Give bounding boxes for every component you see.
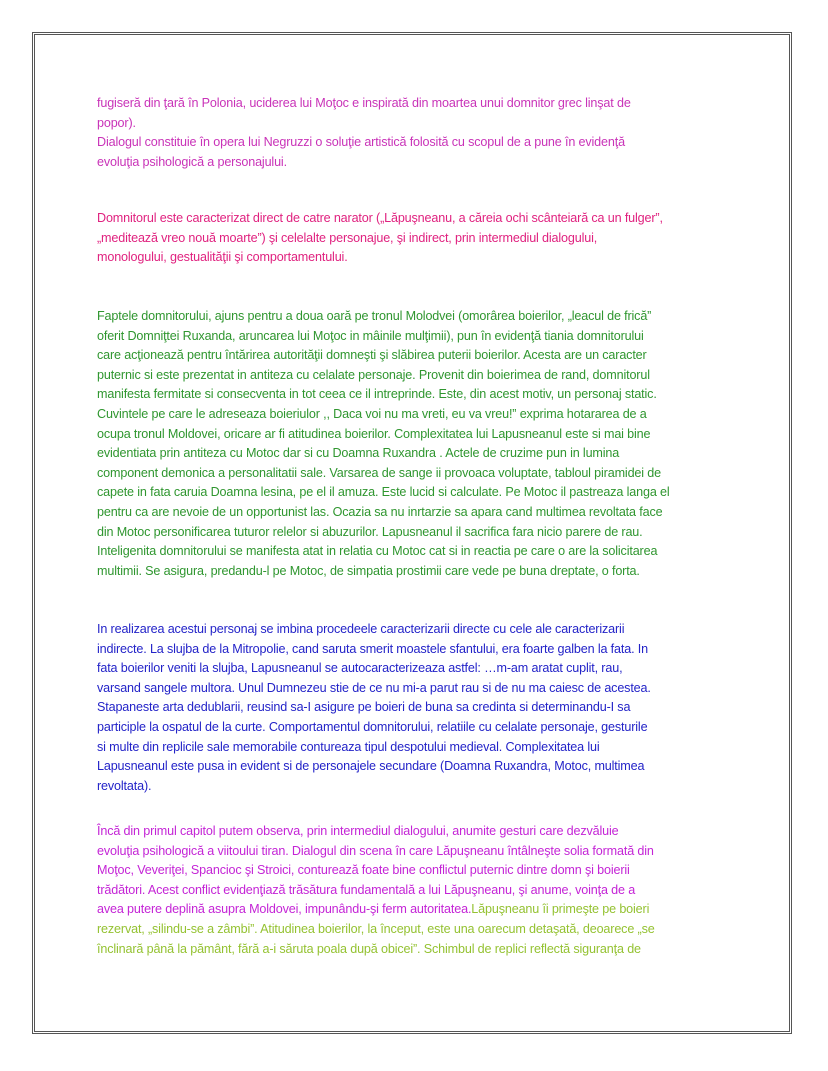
paragraph-p3	[97, 307, 757, 581]
text-line	[97, 777, 757, 797]
text-line	[97, 346, 757, 366]
text-line	[97, 679, 757, 699]
text-line	[97, 444, 757, 464]
paragraph-p2	[97, 209, 757, 268]
text-line	[97, 542, 757, 562]
text-segment: fugiseră din ţară în Polonia, uciderea lui Moţoc e inspirată din moartea unui domnitor grec linşat de	[97, 96, 631, 110]
text-line	[97, 133, 757, 153]
text-segment: care acţionează pentru întărirea autorităţii domneşti şi slăbirea puterii boierilor. Acesta are un caracter	[97, 348, 647, 363]
text-segment: Lăpuşneanu îi primeşte pe boieri	[471, 902, 650, 917]
text-segment: evoluţia psihologică a viitoului tiran. Dialogul din scena în care Lăpuşneanu întâlneşte solia formată din	[97, 843, 654, 858]
text-line	[97, 385, 757, 405]
text-segment: In realizarea acestui personaj se imbina procedeele caracterizarii directe cu cele ale caracterizarii	[97, 622, 625, 636]
text-line	[97, 523, 757, 543]
text-segment: monologului, gestualităţii şi comportamentului.	[97, 250, 348, 265]
text-segment: trădători. Acest conflict evidenţiază trăsătura fundamentală a lui Lăpuşneanu, şi anume, voinţa de a	[97, 882, 636, 897]
text-line	[97, 822, 757, 842]
text-line	[97, 940, 757, 960]
text-segment: Stapaneste arta dedublarii, reusind sa-I asigure pe boieri de buna sa credinta si determinandu-I sa	[97, 700, 631, 715]
text-line	[97, 920, 757, 940]
text-line	[97, 659, 757, 679]
text-line	[97, 307, 757, 327]
text-segment: puternic si este prezentat in antiteza cu celalate personaje. Provenit din boierimea de rand, domnitorul	[97, 367, 650, 382]
text-segment: rezervat, „silindu-se a zâmbi”. Atitudinea boierilor, la început, este una oarecum detaşată, deoarece „se	[97, 921, 655, 936]
text-segment: avea putere deplină asupra Moldovei, impunându-şi ferm autoritatea.	[97, 902, 472, 917]
text-line	[97, 757, 757, 777]
text-line	[97, 114, 757, 134]
text-segment: înclinară până la pământ, fără a-i săruta poala după obicei”. Schimbul de replici reflectă siguranţa de	[97, 941, 641, 956]
text-line	[97, 881, 757, 901]
text-line	[97, 620, 757, 640]
text-line	[97, 718, 757, 738]
text-segment: Lapusneanul este pusa in evident si de personajele secundare (Doamna Ruxandra, Motoc, multimea	[97, 759, 645, 774]
paragraph-p5	[97, 822, 757, 959]
text-segment: component demonica a personalitatii sale. Varsarea de sange ii provoaca voluptate, tabloul piramidei de	[97, 465, 661, 480]
text-segment: oferit Domniţtei Ruxanda, aruncarea lui Moţoc in mâinile mulţimii), pun în evidenţă tiania domnitorului	[97, 328, 644, 343]
text-segment: din Motoc personificarea tuturor relelor si abuzurilor. Lapusneanul il sacrifica fara nicio parere de rau.	[97, 524, 643, 539]
text-segment: evoluţia psihologică a personajului.	[97, 154, 287, 169]
text-line	[97, 248, 757, 268]
text-segment: Dialogul constituie în opera lui Negruzzi o soluţie artistică folosită cu scopul de a pune în evidenţă	[97, 135, 625, 150]
text-segment: manifesta fermitate si consecventa in tot ceea ce il intreprinde. Este, din acest motiv, un personaj static.	[97, 387, 657, 402]
text-line	[97, 738, 757, 758]
text-line	[97, 900, 757, 920]
text-segment: „meditează vreo nouă moarte”) şi celelalte personajue, şi indirect, prin intermediul dialogului,	[97, 230, 598, 245]
text-segment: Încă din primul capitol putem observa, prin intermediul dialogului, anumite gesturi care dezvăluie	[97, 824, 619, 838]
text-segment: varsand sangele multora. Unul Dumnezeu stie de ce nu mi-a parut rau si de nu ma caiesc de acestea.	[97, 680, 651, 695]
text-line	[97, 483, 757, 503]
text-segment: fata boierilor veniti la slujba, Lapusneanul se autocaracterizeaza astfel: …m-am aratat cuplit, rau,	[97, 661, 623, 676]
text-line	[97, 503, 757, 523]
text-segment: Inteligenita domnitorului se manifesta atat in relatia cu Motoc cat si in reactia pe care o are la solicitarea	[97, 544, 658, 559]
text-segment: multimii. Se asigura, predandu-l pe Motoc, de simpatia prostimii care vede pe buna dreptate, o forta.	[97, 563, 640, 578]
text-line	[97, 94, 757, 114]
text-line	[97, 425, 757, 445]
text-segment: Faptele domnitorului, ajuns pentru a doua oară pe tronul Molodvei (omorârea boierilor, „leacul de frică”	[97, 309, 652, 323]
text-line	[97, 209, 757, 229]
text-line	[97, 861, 757, 881]
text-segment: revoltata).	[97, 778, 152, 793]
text-line	[97, 405, 757, 425]
text-segment: Moţoc, Veveriţei, Spancioc şi Stroici, conturează foate bine conflictul puternic dintre domn şi boierii	[97, 863, 630, 878]
text-segment: Cuvintele pe care le adreseaza boieriulor ,, Daca voi nu ma vreti, eu va vreu!” exprima hotararea de a	[97, 406, 647, 421]
text-segment: evidentiata prin antiteza cu Motoc dar si cu Doamna Ruxandra . Actele de cruzime pun in lumina	[97, 446, 620, 461]
text-line	[97, 327, 757, 347]
text-line	[97, 153, 757, 173]
text-segment: ocupa tronul Moldovei, oricare ar fi atitudinea boierilor. Complexitatea lui Lapusneanul este si mai bine	[97, 426, 651, 441]
text-segment: popor).	[97, 115, 136, 130]
paragraph-p1	[97, 94, 757, 172]
text-line	[97, 640, 757, 660]
text-line	[97, 229, 757, 249]
text-segment: participle la ospatul de la curte. Comportamentul domnitorului, relatiile cu celalate personaje, gesturile	[97, 719, 648, 734]
text-segment: pentru ca are nevoie de un opportunist las. Ocazia sa nu inrtarzie sa apara cand multimea revoltata face	[97, 504, 663, 519]
paragraph-p4	[97, 620, 757, 796]
text-line	[97, 698, 757, 718]
text-segment: capete in fata caruia Doamna lesina, pe el il amuza. Este lucid si calculate. Pe Motoc il pastreaza langa el	[97, 485, 670, 500]
text-segment: Domnitorul este caracterizat direct de catre narator („Lăpuşneanu, a căreia ochi scânteiară ca un fulger”,	[97, 211, 663, 225]
text-segment: indirecte. La slujba de la Mitropolie, cand saruta smerit moastele sfantului, era foarte galben la fata. In	[97, 641, 648, 656]
text-segment: si multe din replicile sale memorabile contureaza tipul despotului medieval. Complexitatea lui	[97, 739, 600, 754]
text-line	[97, 366, 757, 386]
text-line	[97, 842, 757, 862]
text-line	[97, 464, 757, 484]
text-line	[97, 562, 757, 582]
